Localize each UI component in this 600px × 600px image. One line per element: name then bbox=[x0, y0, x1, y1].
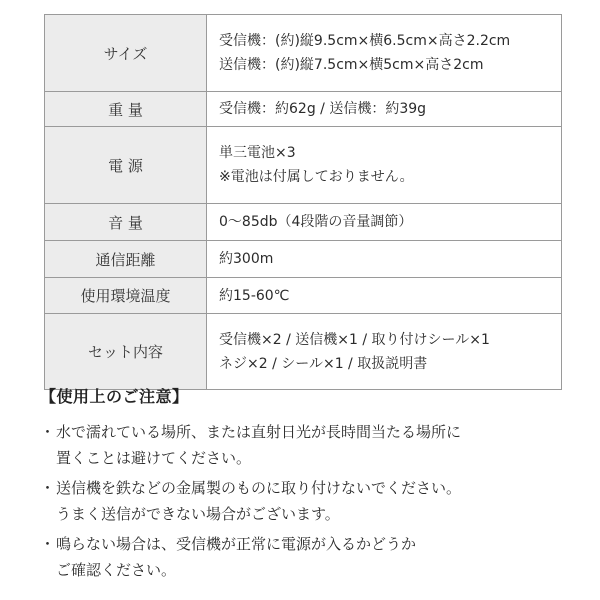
spec-value-range bbox=[207, 241, 562, 278]
spec-value-power bbox=[207, 127, 562, 204]
note-item bbox=[40, 475, 580, 527]
spec-value-temperature bbox=[207, 278, 562, 314]
note-bullet: ・ bbox=[40, 479, 56, 497]
spec-label-set-contents: セット内容 bbox=[45, 314, 207, 390]
note-bullet: ・ bbox=[40, 535, 56, 553]
spec-value-line: ネジ×2 / シール×1 / 取扱説明書 bbox=[219, 355, 428, 372]
spec-row-size bbox=[45, 15, 562, 92]
spec-label-range: 通信距離 bbox=[45, 241, 207, 278]
note-line: うまく送信ができない場合がございます。 bbox=[56, 505, 340, 523]
spec-value-line: 0〜85db（4段階の音量調節） bbox=[219, 214, 413, 230]
spec-value-line: 約15-60℃ bbox=[219, 287, 290, 304]
spec-value-line: 約300m bbox=[219, 251, 274, 267]
note-bullet: ・ bbox=[40, 423, 56, 441]
spec-row-volume bbox=[45, 204, 562, 241]
note-line: 送信機を鉄などの金属製のものに取り付けないでください。 bbox=[56, 479, 462, 497]
spec-value-volume bbox=[207, 204, 562, 241]
spec-value-line: 受信機×2 / 送信機×1 / 取り付けシール×1 bbox=[219, 331, 490, 348]
spec-row-power bbox=[45, 127, 562, 204]
spec-table bbox=[44, 14, 562, 390]
spec-value-line: 単三電池×3 bbox=[219, 145, 296, 161]
spec-label-size: サイズ bbox=[45, 15, 207, 92]
spec-value-set-contents bbox=[207, 314, 562, 390]
spec-value-line: 送信機：(約)縦7.5cm×横5cm×高さ2cm bbox=[219, 57, 484, 73]
note-item bbox=[40, 419, 580, 471]
spec-row-set-contents bbox=[45, 314, 562, 390]
usage-notes bbox=[40, 384, 580, 587]
spec-value-weight bbox=[207, 92, 562, 127]
spec-value-line: 受信機：(約)縦9.5cm×横6.5cm×高さ2.2cm bbox=[219, 33, 511, 49]
notes-title: 【使用上のご注意】 bbox=[40, 387, 189, 406]
note-line: 鳴らない場合は、受信機が正常に電源が入るかどうか bbox=[56, 535, 417, 553]
spec-label-temperature: 使用環境温度 bbox=[45, 278, 207, 314]
spec-label-power: 電 源 bbox=[45, 127, 207, 204]
note-line: 置くことは避けてください。 bbox=[56, 449, 252, 467]
spec-label-weight: 重 量 bbox=[45, 92, 207, 127]
spec-row-temperature bbox=[45, 278, 562, 314]
note-item bbox=[40, 531, 580, 583]
spec-value-line: ※電池は付属しておりません。 bbox=[219, 169, 414, 185]
spec-row-weight bbox=[45, 92, 562, 127]
spec-row-range bbox=[45, 241, 562, 278]
note-line: ご確認ください。 bbox=[56, 561, 177, 579]
spec-value-size bbox=[207, 15, 562, 92]
note-line: 水で濡れている場所、または直射日光が長時間当たる場所に bbox=[56, 423, 462, 441]
spec-label-volume: 音 量 bbox=[45, 204, 207, 241]
spec-value-line: 受信機：約62g / 送信機：約39g bbox=[219, 101, 427, 117]
